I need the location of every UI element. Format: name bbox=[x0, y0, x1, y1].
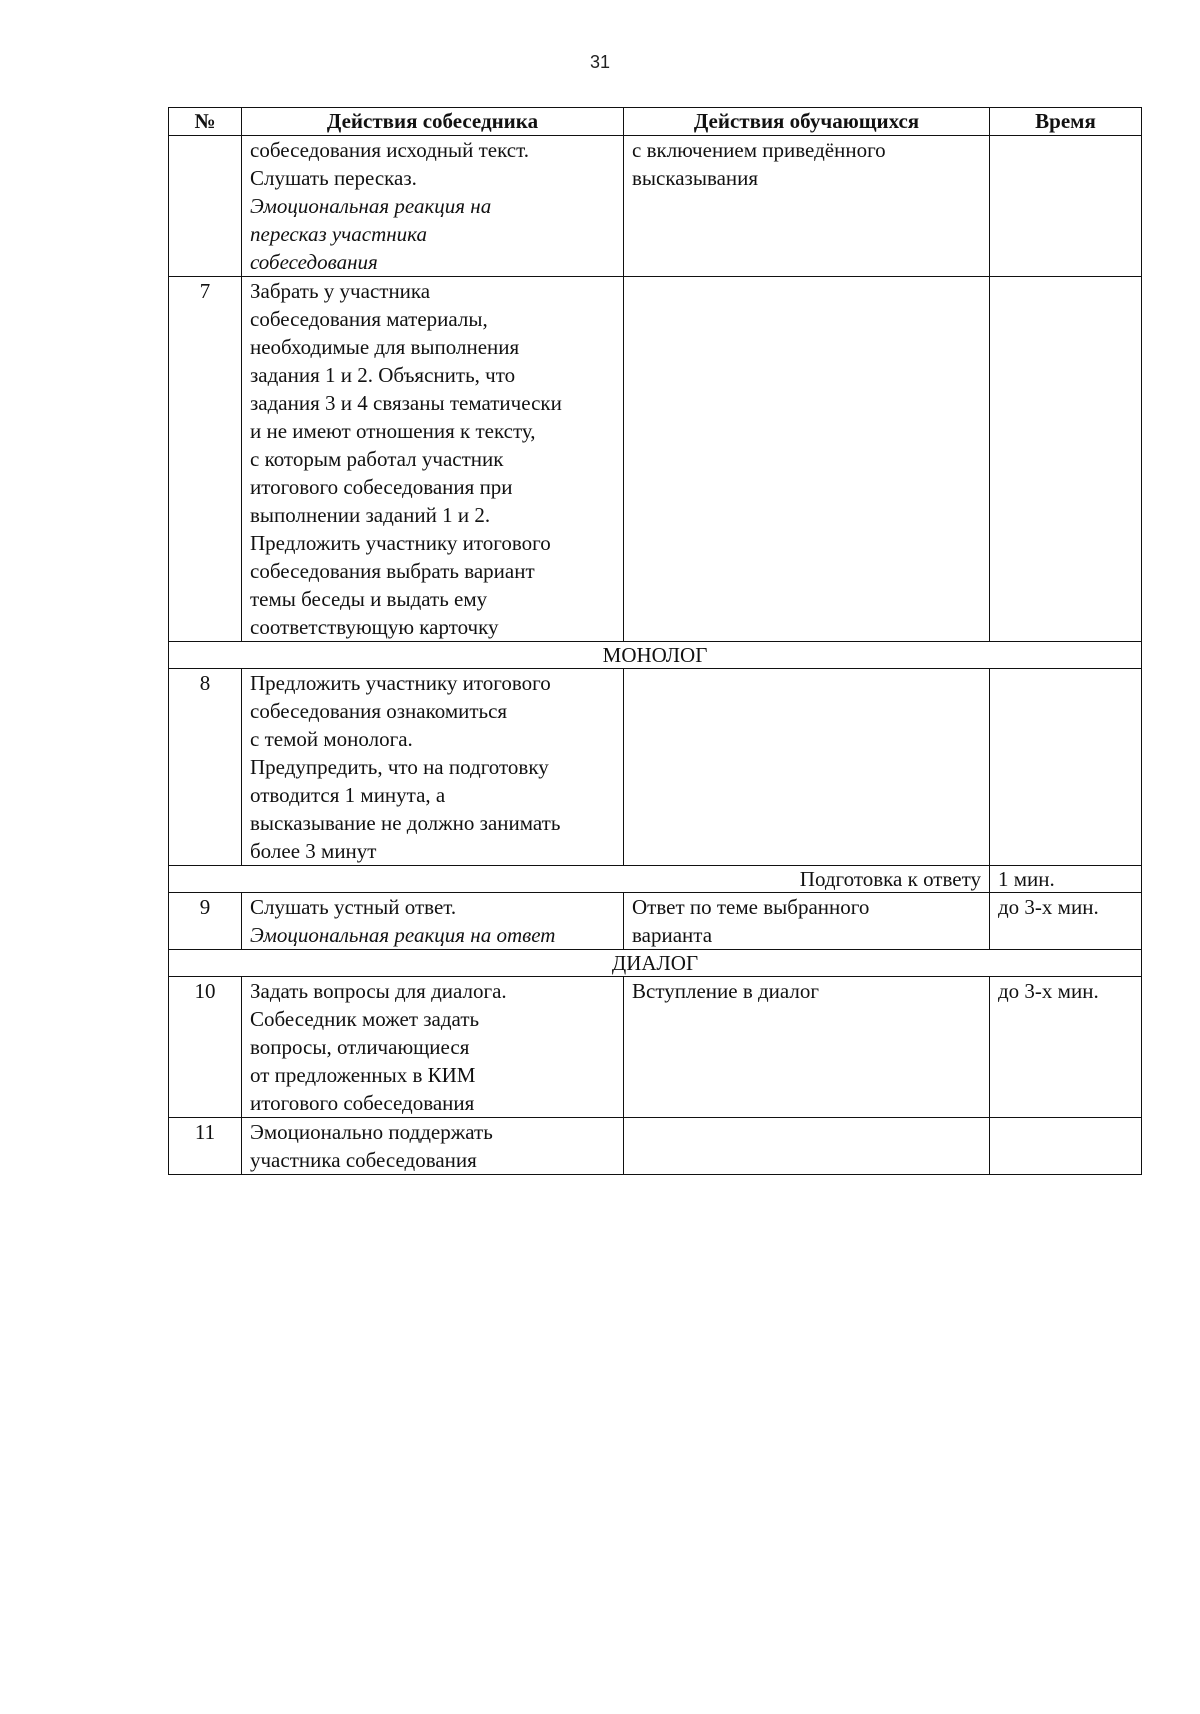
cell-line: вопросы, отличающиеся bbox=[250, 1035, 470, 1059]
cell-line: собеседования материалы, bbox=[250, 307, 488, 331]
time-cell bbox=[990, 277, 1142, 642]
interlocutor-cell bbox=[242, 893, 624, 950]
row-number-cell: 9 bbox=[169, 893, 242, 950]
cell-line: более 3 минут bbox=[250, 839, 377, 863]
cell-line-italic: пересказ участника bbox=[250, 222, 427, 246]
section-title-dialog: ДИАЛОГ bbox=[169, 950, 1142, 977]
time-cell bbox=[990, 136, 1142, 277]
cell-line: высказывание не должно занимать bbox=[250, 811, 561, 835]
student-cell bbox=[624, 669, 990, 866]
cell-line: высказывания bbox=[632, 166, 759, 190]
cell-line: итогового собеседования при bbox=[250, 475, 513, 499]
interlocutor-cell bbox=[242, 669, 624, 866]
time-cell: до 3-х мин. bbox=[990, 977, 1142, 1118]
cell-line: собеседования ознакомиться bbox=[250, 699, 508, 723]
cell-line: собеседования выбрать вариант bbox=[250, 559, 535, 583]
interlocutor-cell bbox=[242, 136, 624, 277]
preparation-row bbox=[169, 866, 1142, 893]
student-cell bbox=[624, 893, 990, 950]
time-cell: до 3-х мин. bbox=[990, 893, 1142, 950]
cell-line: с которым работал участник bbox=[250, 447, 504, 471]
cell-line: варианта bbox=[632, 923, 713, 947]
cell-line: Слушать пересказ. bbox=[250, 166, 417, 190]
cell-line: Вступление в диалог bbox=[632, 979, 820, 1003]
cell-line-italic: Эмоциональная реакция на bbox=[250, 194, 492, 218]
cell-line: Забрать у участника bbox=[250, 279, 431, 303]
table-row bbox=[169, 277, 1142, 642]
interlocutor-cell bbox=[242, 1118, 624, 1175]
table-row bbox=[169, 893, 1142, 950]
preparation-label: Подготовка к ответу bbox=[169, 866, 990, 893]
cell-line: участника собеседования bbox=[250, 1148, 477, 1172]
row-number-cell bbox=[169, 136, 242, 277]
cell-line: Собеседник может задать bbox=[250, 1007, 480, 1031]
header-time: Время bbox=[990, 108, 1142, 136]
cell-line: Предупредить, что на подготовку bbox=[250, 755, 549, 779]
student-cell bbox=[624, 136, 990, 277]
section-row-dialog bbox=[169, 950, 1142, 977]
cell-line: Слушать устный ответ. bbox=[250, 895, 457, 919]
row-number-cell: 8 bbox=[169, 669, 242, 866]
cell-line: Задать вопросы для диалога. bbox=[250, 979, 507, 1003]
table-header-row bbox=[169, 108, 1142, 136]
section-title-monolog: МОНОЛОГ bbox=[169, 642, 1142, 669]
preparation-time: 1 мин. bbox=[990, 866, 1142, 893]
cell-line: с темой монолога. bbox=[250, 727, 413, 751]
interlocutor-cell bbox=[242, 277, 624, 642]
row-number-cell: 10 bbox=[169, 977, 242, 1118]
header-number: № bbox=[169, 108, 242, 136]
student-cell bbox=[624, 277, 990, 642]
header-student-actions: Действия обучающихся bbox=[624, 108, 990, 136]
cell-line: с включением приведённого bbox=[632, 138, 886, 162]
cell-line-italic: собеседования bbox=[250, 250, 378, 274]
student-cell bbox=[624, 977, 990, 1118]
cell-line: выполнении заданий 1 и 2. bbox=[250, 503, 491, 527]
cell-line: собеседования исходный текст. bbox=[250, 138, 529, 162]
cell-line: Предложить участнику итогового bbox=[250, 671, 551, 695]
page-number: 31 bbox=[589, 52, 611, 72]
table-row bbox=[169, 977, 1142, 1118]
cell-line: итогового собеседования bbox=[250, 1091, 475, 1115]
cell-line: и не имеют отношения к тексту, bbox=[250, 419, 536, 443]
student-cell bbox=[624, 1118, 990, 1175]
cell-line: задания 1 и 2. Объяснить, что bbox=[250, 363, 516, 387]
cell-line: Предложить участнику итогового bbox=[250, 531, 551, 555]
row-number-cell: 7 bbox=[169, 277, 242, 642]
cell-line: Эмоционально поддержать bbox=[250, 1120, 493, 1144]
section-row-monolog bbox=[169, 642, 1142, 669]
interview-schedule-table bbox=[168, 107, 1142, 1175]
cell-line: соответствующую карточку bbox=[250, 615, 499, 639]
table-row bbox=[169, 1118, 1142, 1175]
cell-line: Ответ по теме выбранного bbox=[632, 895, 870, 919]
time-cell bbox=[990, 669, 1142, 866]
cell-line: темы беседы и выдать ему bbox=[250, 587, 488, 611]
cell-line: задания 3 и 4 связаны тематически bbox=[250, 391, 562, 415]
cell-line: от предложенных в КИМ bbox=[250, 1063, 476, 1087]
interlocutor-cell bbox=[242, 977, 624, 1118]
time-cell bbox=[990, 1118, 1142, 1175]
cell-line: необходимые для выполнения bbox=[250, 335, 520, 359]
row-number-cell: 11 bbox=[169, 1118, 242, 1175]
header-interlocutor-actions: Действия собеседника bbox=[242, 108, 624, 136]
cell-line-italic: Эмоциональная реакция на ответ bbox=[250, 923, 556, 947]
cell-line: отводится 1 минута, а bbox=[250, 783, 446, 807]
table-row bbox=[169, 136, 1142, 277]
table-row bbox=[169, 669, 1142, 866]
